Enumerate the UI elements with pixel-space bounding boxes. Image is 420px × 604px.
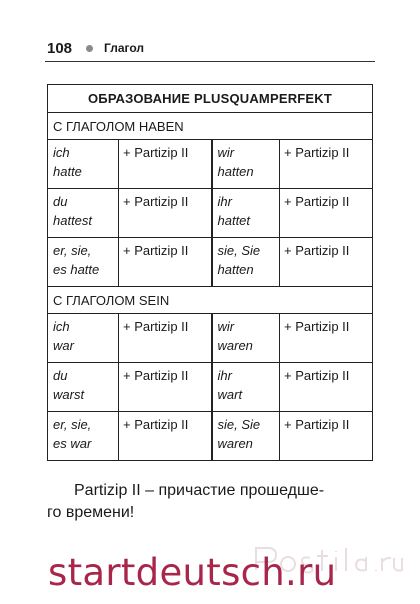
section-label: С ГЛАГОЛОМ HABEN <box>48 113 373 140</box>
section-row <box>48 113 373 140</box>
auxiliary-form-text: wart <box>217 387 243 402</box>
left-pronoun-cell <box>48 238 119 287</box>
right-partizip-cell: + Partizip II <box>280 412 373 461</box>
pronoun-text: er, sie, <box>53 243 92 258</box>
right-pronoun-cell <box>212 140 280 189</box>
pronoun-text: ihr <box>217 368 232 383</box>
right-partizip-cell: + Partizip II <box>280 314 373 363</box>
footnote <box>47 480 377 524</box>
table-title-row <box>48 85 373 113</box>
left-pronoun-cell <box>48 189 119 238</box>
left-pronoun-cell <box>48 140 119 189</box>
table-row <box>48 238 373 287</box>
auxiliary-form-text: warst <box>53 387 85 402</box>
right-partizip-cell: + Partizip II <box>280 189 373 238</box>
left-partizip-cell: + Partizip II <box>119 314 212 363</box>
chapter-title: Глагол <box>104 41 145 55</box>
pronoun-text: wir <box>217 145 235 160</box>
pronoun-text: sie, Sie <box>217 417 261 432</box>
section-row <box>48 287 373 314</box>
pronoun-text: ich <box>53 319 70 334</box>
auxiliary-form-text: hatte <box>53 164 82 179</box>
right-pronoun-cell <box>212 189 280 238</box>
right-pronoun-cell <box>212 238 280 287</box>
right-pronoun-cell <box>212 314 280 363</box>
table-title: ОБРАЗОВАНИЕ PLUSQUAMPERFEKT <box>48 85 373 113</box>
pronoun-text: du <box>53 368 68 383</box>
left-pronoun-cell <box>48 412 119 461</box>
table-row <box>48 363 373 412</box>
left-pronoun-cell <box>48 363 119 412</box>
plusquamperfekt-table <box>47 84 373 461</box>
table-row <box>48 140 373 189</box>
section-label: С ГЛАГОЛОМ SEIN <box>48 287 373 314</box>
table-row <box>48 314 373 363</box>
auxiliary-form-text: waren <box>217 338 253 353</box>
page-header <box>47 36 374 60</box>
auxiliary-form-text: es hatte <box>53 262 100 277</box>
table-row <box>48 189 373 238</box>
header-divider <box>45 61 375 62</box>
pronoun-text: du <box>53 194 68 209</box>
auxiliary-form-text: hatten <box>217 262 254 277</box>
page-number: 108 <box>47 39 73 57</box>
pronoun-text: er, sie, <box>53 417 92 432</box>
auxiliary-form-text: hatten <box>217 164 254 179</box>
pronoun-text: ihr <box>217 194 232 209</box>
auxiliary-form-text: hattest <box>53 213 93 228</box>
footnote-line-1: Partizip II – причастие прошедше- <box>74 482 325 499</box>
auxiliary-form-text: hattet <box>217 213 251 228</box>
footnote-line-2: го времени! <box>47 504 135 521</box>
right-partizip-cell: + Partizip II <box>280 238 373 287</box>
pronoun-text: ich <box>53 145 70 160</box>
site-watermark: startdeutsch.ru <box>48 551 337 594</box>
left-pronoun-cell <box>48 314 119 363</box>
auxiliary-form-text: es war <box>53 436 92 451</box>
left-partizip-cell: + Partizip II <box>119 363 212 412</box>
auxiliary-form-text: waren <box>217 436 253 451</box>
bullet-dot-icon <box>86 45 93 52</box>
right-pronoun-cell <box>212 363 280 412</box>
right-pronoun-cell <box>212 412 280 461</box>
auxiliary-form-text: war <box>53 338 74 353</box>
table-row <box>48 412 373 461</box>
right-partizip-cell: + Partizip II <box>280 363 373 412</box>
pronoun-text: sie, Sie <box>217 243 261 258</box>
left-partizip-cell: + Partizip II <box>119 140 212 189</box>
right-partizip-cell: + Partizip II <box>280 140 373 189</box>
left-partizip-cell: + Partizip II <box>119 189 212 238</box>
left-partizip-cell: + Partizip II <box>119 412 212 461</box>
left-partizip-cell: + Partizip II <box>119 238 212 287</box>
pronoun-text: wir <box>217 319 235 334</box>
